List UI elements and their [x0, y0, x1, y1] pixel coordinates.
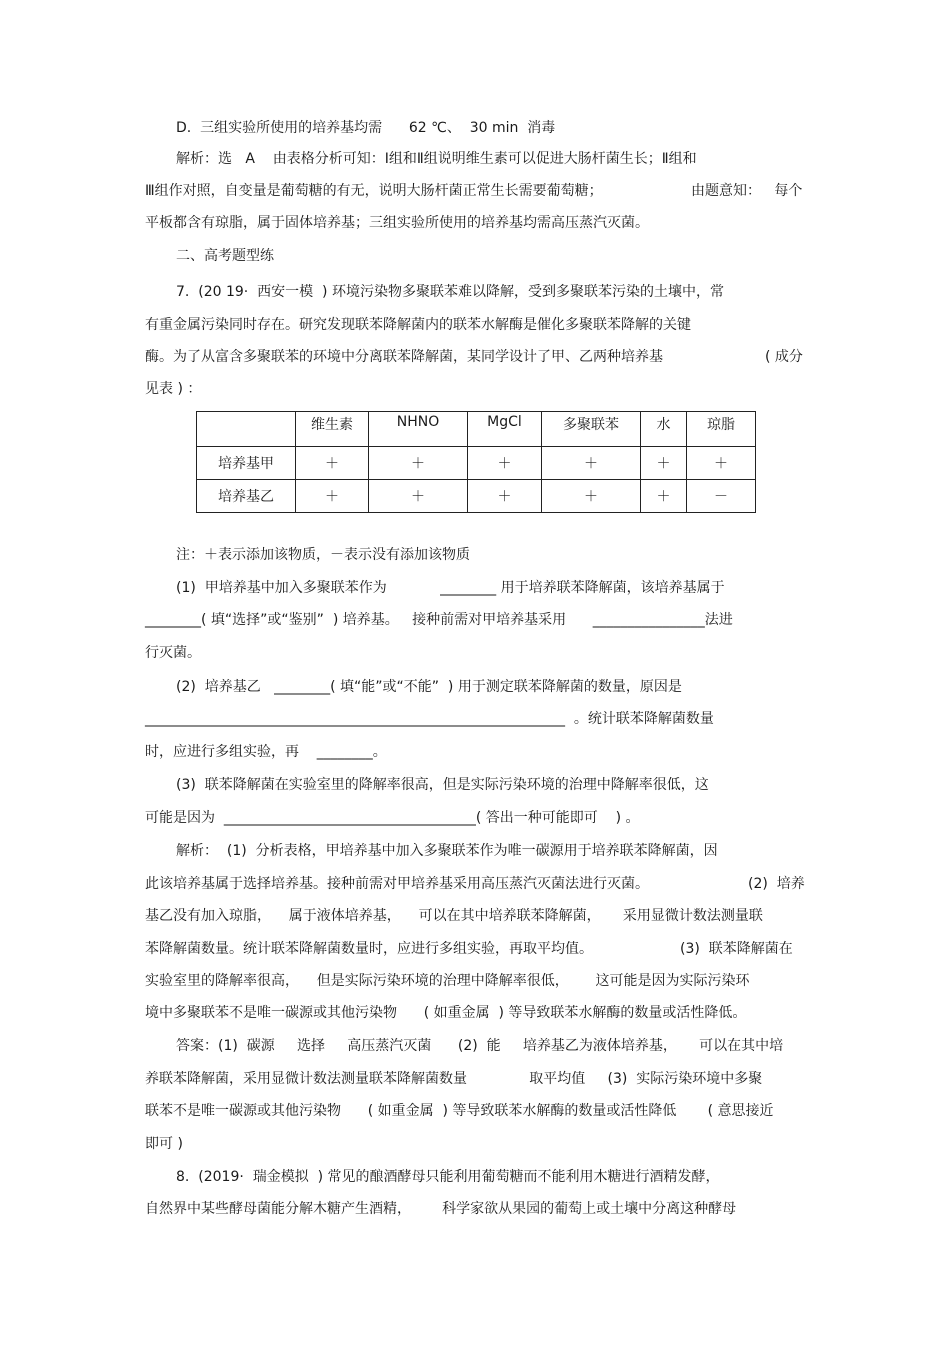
- table-cell: ＋: [369, 480, 468, 513]
- table-cell: ＋: [296, 447, 369, 480]
- table-note: 注：＋表示添加该物质，－表示没有添加该物质: [176, 547, 470, 563]
- table-cell: ＋: [641, 447, 687, 480]
- table-cell: ＋: [369, 447, 468, 480]
- q1-line-1: (1) 甲培养基中加入多聚联苯作为 ________ 用于培养联苯降解菌，该培养基属于: [176, 580, 725, 596]
- row-label: 培养基乙: [197, 480, 296, 513]
- table-cell: ＋: [542, 447, 641, 480]
- question-7-line-3: 酶。为了从富含多聚联苯的环境中分离联苯降解菌，某同学设计了甲、乙两种培养基: [145, 349, 663, 365]
- answer-line-4: 即可 ): [145, 1136, 183, 1152]
- table-header-cell: [197, 412, 296, 447]
- analysis-line-2b: 由题意知： 每个: [691, 183, 803, 199]
- section-heading: 二、高考题型练: [176, 248, 274, 264]
- table-header-cell: 维生素: [296, 412, 369, 447]
- explanation-line-1: 解析： (1) 分析表格，甲培养基中加入多聚联苯作为唯一碳源用于培养联苯降解菌，因: [176, 843, 718, 859]
- table-header-cell: 琼脂: [687, 412, 756, 447]
- table-header-cell: NHNO: [369, 412, 468, 447]
- table-cell: ＋: [641, 480, 687, 513]
- q3-line-1: (3) 联苯降解菌在实验室里的降解率很高，但是实际污染环境的治理中降解率很低，这: [176, 777, 709, 793]
- option-d: D. 三组实验所使用的培养基均需 62 ℃、 30 min 消毒: [176, 120, 556, 136]
- question-8-line-1: 8. (2019· 瑞金模拟 ) 常见的酿酒酵母只能利用葡萄糖而不能利用木糖进行酒精发酵，: [176, 1169, 720, 1185]
- answer-line-3: 联苯不是唯一碳源或其他污染物 ( 如重金属 ) 等导致联苯水解酶的数量或活性降低 ( 意思接近: [145, 1103, 774, 1119]
- analysis-line-3: 平板都含有琼脂，属于固体培养基；三组实验所使用的培养基均需高压蒸汽灭菌。: [145, 215, 649, 231]
- question-7-line-3b: ( 成分: [765, 349, 803, 365]
- table-cell: ＋: [687, 447, 756, 480]
- q2-line-1: (2) 培养基乙 ________( 填“能”或“不能” ) 用于测定联苯降解菌的数量，原因是: [176, 679, 682, 695]
- table-cell: ＋: [542, 480, 641, 513]
- explanation-line-2b: (2) 培养: [748, 876, 805, 892]
- table-row: [197, 480, 756, 513]
- table-row: [197, 447, 756, 480]
- explanation-line-2: 此该培养基属于选择培养基。接种前需对甲培养基采用高压蒸汽灭菌法进行灭菌。: [145, 876, 649, 892]
- explanation-line-4: 苯降解菌数量。统计联苯降解菌数量时，应进行多组实验，再取平均值。: [145, 941, 593, 957]
- answer-line-2: 养联苯降解菌，采用显微计数法测量联苯降解菌数量 取平均值 (3) 实际污染环境中多聚: [145, 1071, 763, 1087]
- q1-line-2: ________( 填“选择”或“鉴别” ) 培养基。 接种前需对甲培养基采用 ________________法进: [145, 612, 733, 628]
- question-8-line-2: 自然界中某些酵母菌能分解木糖产生酒精， 科学家欲从果园的葡萄上或土壤中分离这种酵母: [145, 1201, 737, 1217]
- answer-line-1: 答案：(1) 碳源 选择 高压蒸汽灭菌 (2) 能 培养基乙为液体培养基， 可以在其中培: [176, 1038, 784, 1054]
- explanation-line-6: 境中多聚联苯不是唯一碳源或其他污染物 ( 如重金属 ) 等导致联苯水解酶的数量或活性降低。: [145, 1005, 747, 1021]
- q2-line-2: ____________________________________________________________ 。统计联苯降解菌数量: [145, 711, 714, 727]
- question-7-line-2: 有重金属污染同时存在。研究发现联苯降解菌内的联苯水解酶是催化多聚联苯降解的关键: [145, 317, 691, 333]
- analysis-line-1: 解析：选 A 由表格分析可知：Ⅰ组和Ⅱ组说明维生素可以促进大肠杆菌生长；Ⅱ组和: [176, 151, 697, 167]
- explanation-line-5: 实验室里的降解率很高， 但是实际污染环境的治理中降解率很低， 这可能是因为实际污染环: [145, 973, 750, 989]
- row-label: 培养基甲: [197, 447, 296, 480]
- table-header-cell: 多聚联苯: [542, 412, 641, 447]
- question-7-line-1: 7. (20 19· 西安一模 ) 环境污染物多聚联苯难以降解，受到多聚联苯污染的土壤中，常: [176, 284, 724, 300]
- explanation-line-3: 基乙没有加入琼脂， 属于液体培养基， 可以在其中培养联苯降解菌， 采用显微计数法测量联: [145, 908, 763, 924]
- q3-line-2: 可能是因为 ____________________________________( 答出一种可能即可 ) 。: [145, 810, 640, 826]
- table-cell: －: [687, 480, 756, 513]
- q1-line-3: 行灭菌。: [145, 645, 201, 661]
- table-cell: ＋: [296, 480, 369, 513]
- table-header-cell: 水: [641, 412, 687, 447]
- analysis-line-2: Ⅲ组作对照，自变量是葡萄糖的有无，说明大肠杆菌正常生长需要葡萄糖；: [145, 183, 603, 199]
- table-cell: ＋: [468, 480, 542, 513]
- explanation-line-4b: (3) 联苯降解菌在: [680, 941, 793, 957]
- table-header-cell: MgCl: [468, 412, 542, 447]
- question-7-line-4: 见表 ) ：: [145, 381, 202, 397]
- table-cell: ＋: [468, 447, 542, 480]
- table-header-row: [197, 412, 756, 447]
- q2-line-3: 时，应进行多组实验，再 ________。: [145, 744, 387, 760]
- culture-medium-table: [196, 411, 756, 513]
